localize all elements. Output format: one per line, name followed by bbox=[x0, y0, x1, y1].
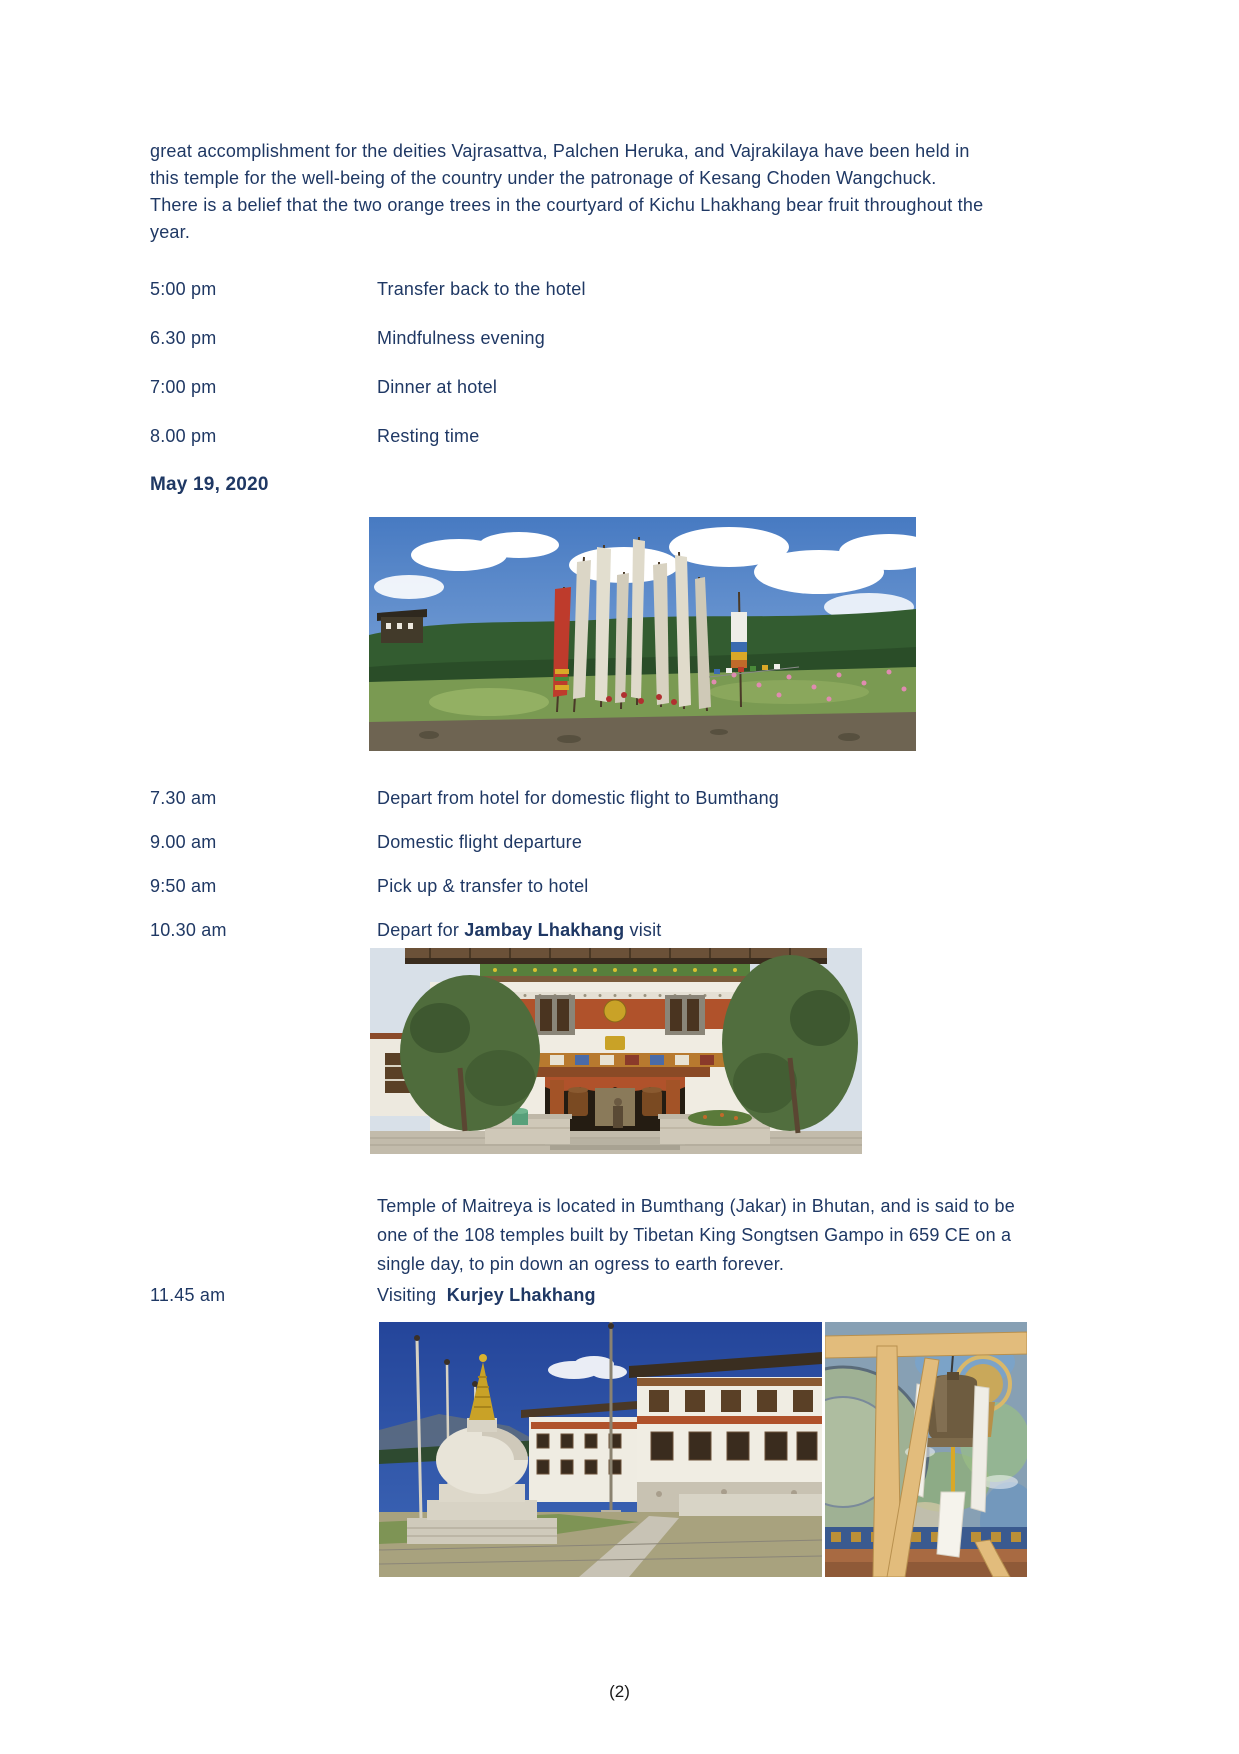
schedule-activity: Pick up & transfer to hotel bbox=[377, 876, 589, 896]
intro-paragraph bbox=[150, 138, 983, 246]
schedule-activity: Transfer back to the hotel bbox=[377, 279, 586, 299]
schedule-row bbox=[150, 832, 1239, 856]
kurjey-lhakhang-photo bbox=[379, 1322, 822, 1577]
schedule-row bbox=[150, 328, 1239, 352]
maitreya-paragraph bbox=[377, 1192, 1015, 1279]
prayer-flags-illustration bbox=[369, 517, 916, 751]
paragraph-line: There is a belief that the two orange trees in the courtyard of Kichu Lhakhang bear fruit throughout the bbox=[150, 195, 984, 215]
date-heading: May 19, 2020 bbox=[150, 474, 269, 495]
schedule-activity: Mindfulness evening bbox=[377, 328, 545, 348]
schedule-time: 8.00 pm bbox=[150, 426, 217, 446]
schedule-time: 9:50 am bbox=[150, 876, 217, 896]
schedule-time: 11.45 am bbox=[150, 1285, 226, 1305]
temple-illustration bbox=[370, 948, 862, 1154]
schedule-time: 7.30 am bbox=[150, 788, 217, 808]
schedule-row bbox=[150, 426, 1239, 450]
activity-text: Visiting bbox=[377, 1285, 447, 1305]
temple-bell-photo bbox=[825, 1322, 1027, 1577]
schedule-row bbox=[150, 876, 1239, 900]
stupa-monastery-illustration bbox=[379, 1322, 822, 1577]
paragraph-line: one of the 108 temples built by Tibetan King Songtsen Gampo in 659 CE on a bbox=[377, 1225, 1012, 1245]
schedule-activity: Depart from hotel for domestic flight to Bumthang bbox=[377, 788, 779, 808]
schedule-time: 5:00 pm bbox=[150, 279, 217, 299]
schedule-row bbox=[150, 377, 1239, 401]
schedule-activity: Dinner at hotel bbox=[377, 377, 498, 397]
prayer-flags-photo bbox=[369, 517, 916, 751]
place-name-jambay-lhakhang: Jambay Lhakhang bbox=[464, 920, 625, 940]
schedule-row bbox=[150, 788, 1239, 812]
schedule-activity bbox=[377, 1285, 596, 1306]
schedule-row bbox=[150, 1285, 1239, 1309]
place-name-kurjey-lhakhang: Kurjey Lhakhang bbox=[446, 1285, 596, 1305]
paragraph-line: single day, to pin down an ogress to earth forever. bbox=[377, 1254, 785, 1274]
schedule-activity: Domestic flight departure bbox=[377, 832, 583, 852]
schedule-time: 6.30 pm bbox=[150, 328, 217, 348]
paragraph-line: Temple of Maitreya is located in Bumthang (Jakar) in Bhutan, and is said to be bbox=[377, 1196, 1015, 1216]
jambay-lhakhang-photo bbox=[370, 948, 862, 1154]
schedule-time: 9.00 am bbox=[150, 832, 217, 852]
schedule-time: 10.30 am bbox=[150, 920, 227, 940]
paragraph-line: this temple for the well-being of the country under the patronage of Kesang Choden Wangchuck. bbox=[150, 168, 937, 188]
activity-text: visit bbox=[624, 920, 662, 940]
bell-mural-illustration bbox=[825, 1322, 1027, 1577]
schedule-activity: Resting time bbox=[377, 426, 480, 446]
schedule-row bbox=[150, 920, 1239, 944]
paragraph-line: great accomplishment for the deities Vajrasattva, Palchen Heruka, and Vajrakilaya have been held in bbox=[150, 141, 970, 161]
activity-text: Depart for bbox=[377, 920, 465, 940]
schedule-activity bbox=[377, 920, 662, 941]
page-number: (2) bbox=[609, 1682, 630, 1701]
schedule-row bbox=[150, 279, 1239, 303]
schedule-time: 7:00 pm bbox=[150, 377, 217, 397]
paragraph-line: year. bbox=[150, 222, 191, 242]
